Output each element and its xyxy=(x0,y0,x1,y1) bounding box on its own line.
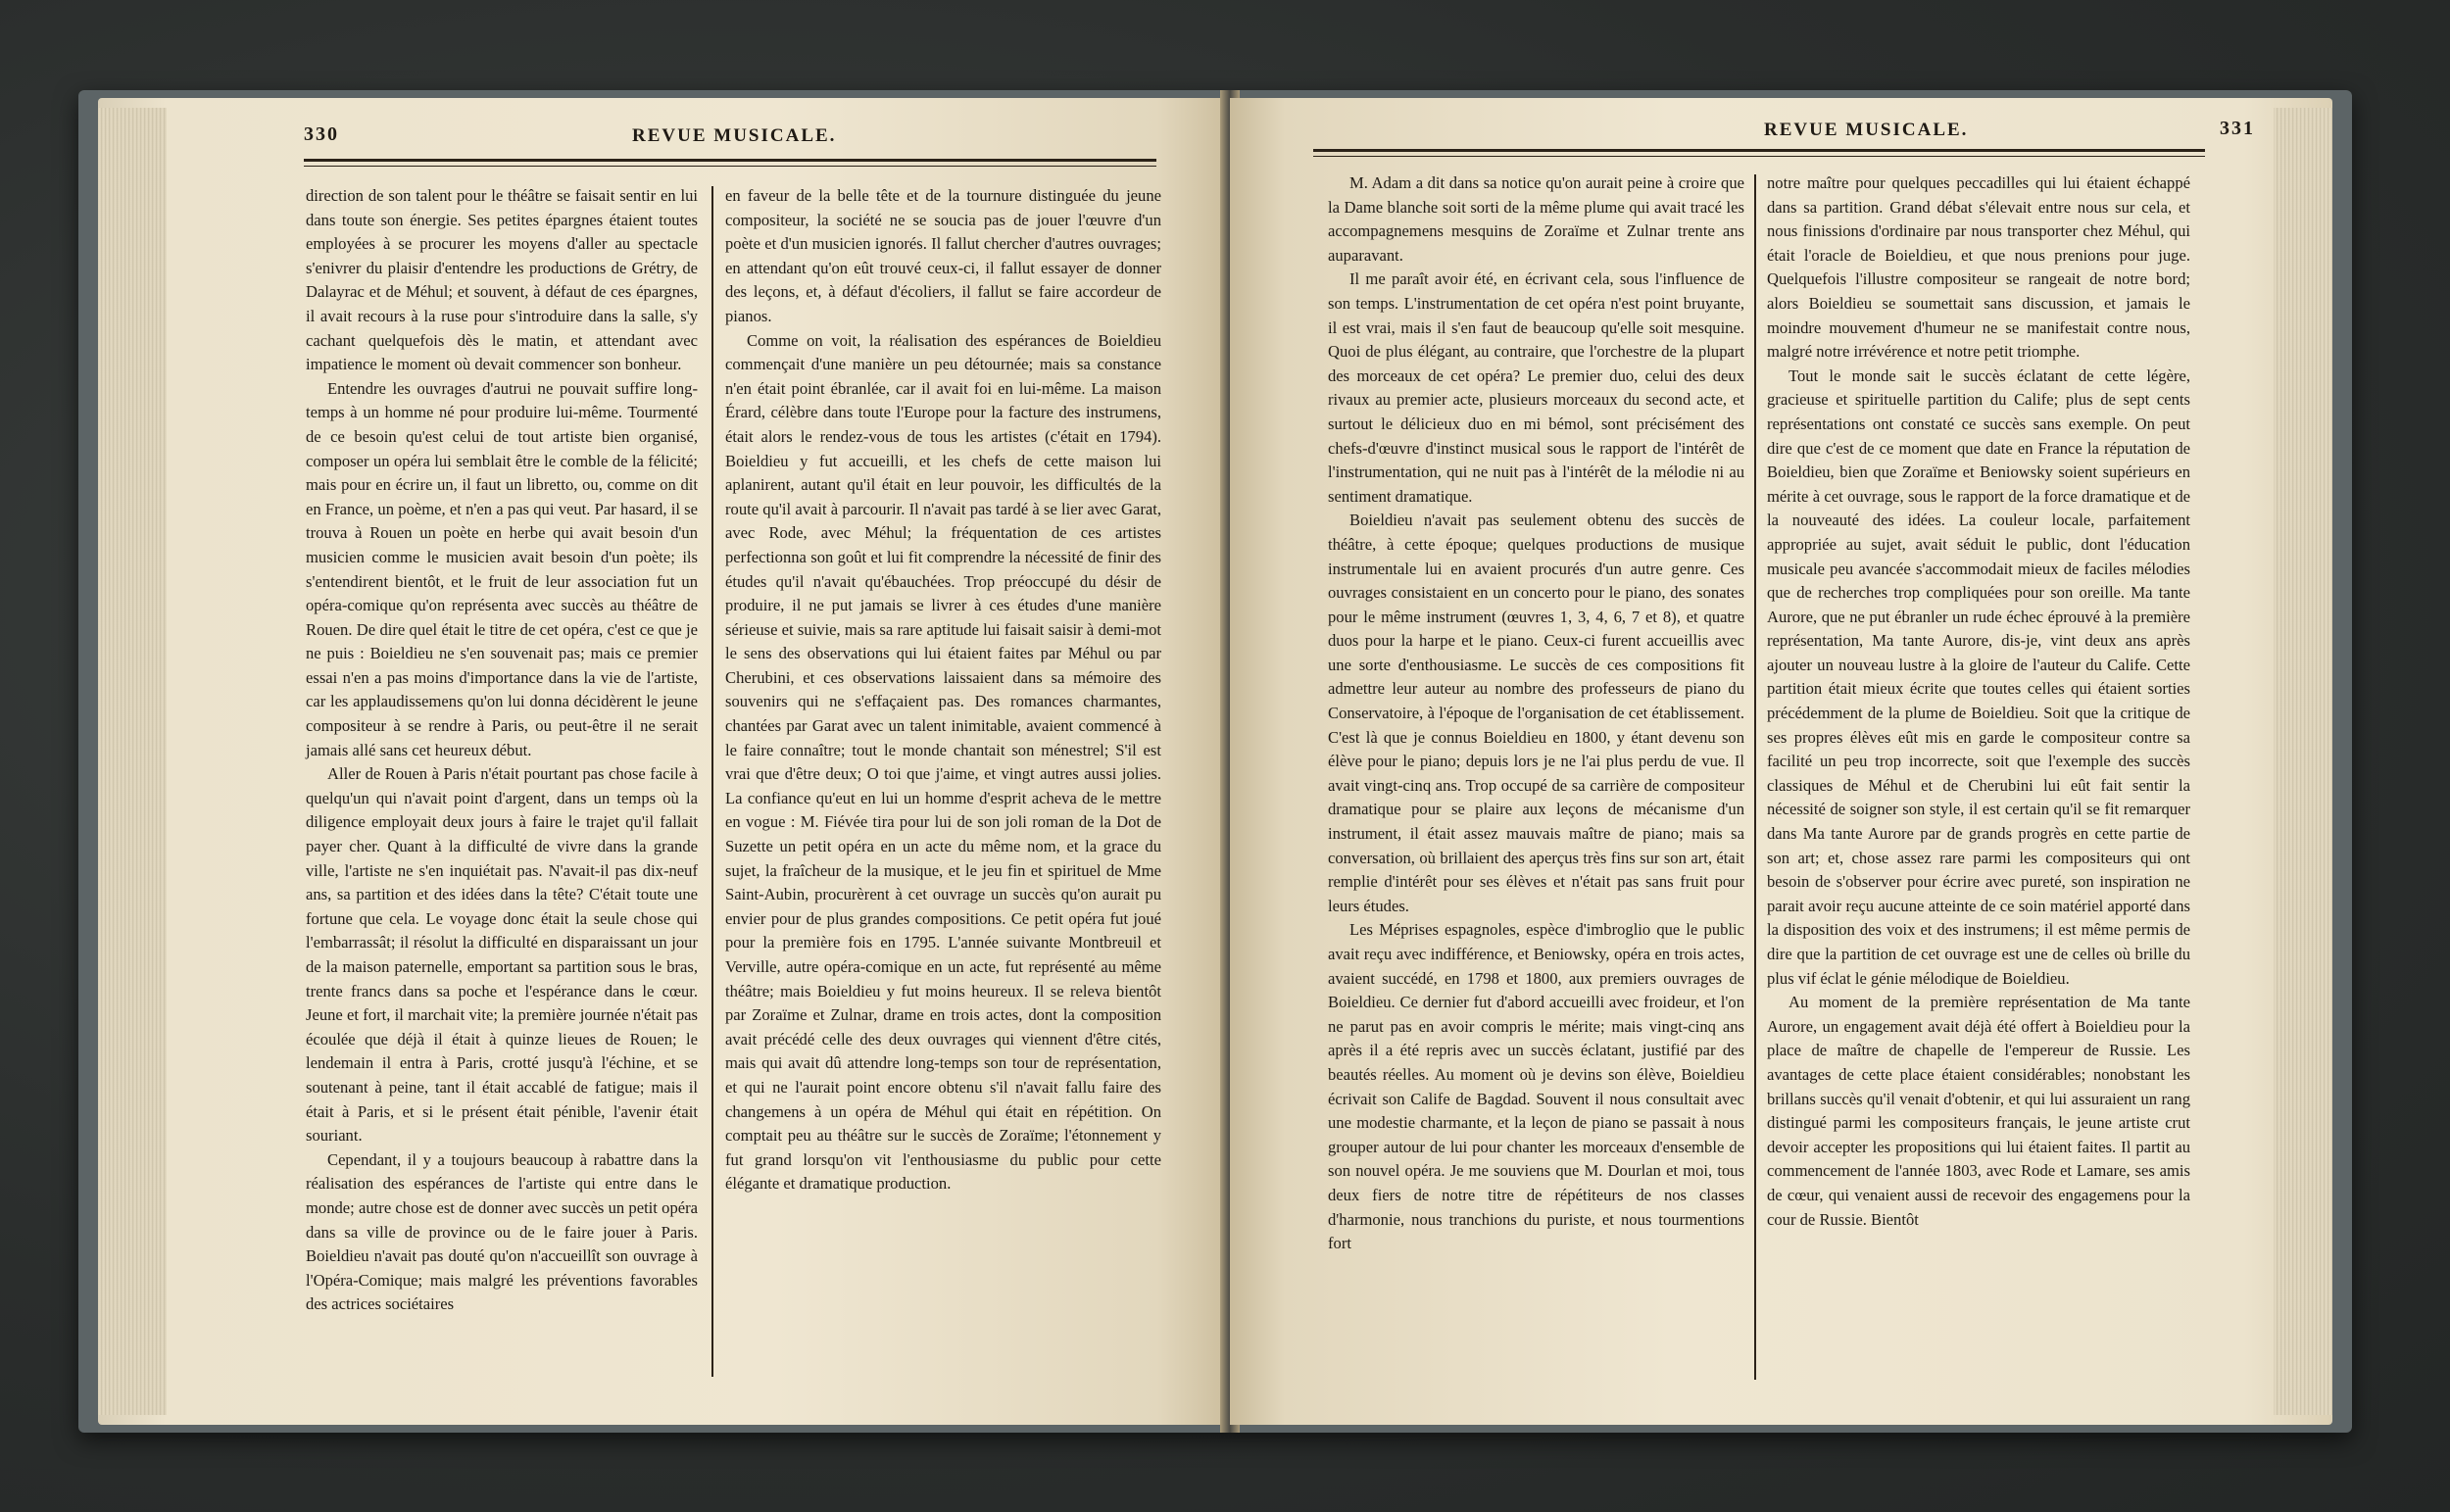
header-rule-right xyxy=(1313,149,2205,157)
paragraph: en faveur de la belle tête et de la tournure distinguée du jeune compositeur, la société ne se soucia pas de jouer l'œuvre d'un poète et d'un musicien ignorés. Il fallut chercher d'autres ouvrages; en attendant qu'on eût trouvé ceux-ci, il fallut essayer de donner des leçons, et, à défaut d'écoliers, il fallut se faire accordeur de pianos. xyxy=(725,186,1161,325)
left-column-1 xyxy=(306,184,698,1317)
right-column-2 xyxy=(1767,171,2190,1232)
paragraph: Au moment de la première représentation de Ma tante Aurore, un engagement avait déjà été offert à Boieldieu pour la place de maître de chapelle de l'empereur de Russie. Les avantages de cette place étaient considérables; nonobstant les brillans succès qu'il venait d'obtenir, et qui lui assuraient un rang distingué parmi les compositeurs français, le jeune artiste crut devoir accepter les propositions qui lui étaient faites. Il partit au commencement de l'année 1803, avec Rode et Lamare, ses amis de cœur, qui venaient aussi de recevoir des engagemens pour la cour de Russie. Bientôt xyxy=(1767,993,2190,1229)
paragraph: M. Adam a dit dans sa notice qu'on aurait peine à croire que la Dame blanche soit sorti de la même plume qui avait tracé les accompagnemens mesquins de Zoraïme et Zulnar trente ans auparavant. xyxy=(1328,173,1744,265)
column-divider-left xyxy=(711,186,713,1377)
header-rule-left xyxy=(304,159,1156,167)
paragraph: direction de son talent pour le théâtre se faisait sentir en lui dans toute son énergie. Ses petites épargnes étaient toutes employées à se procurer les moyens d'aller au spectacle s'enivrer du plaisir d'entendre les productions de Grétry, de Dalayrac et de Méhul; et souvent, à défaut de ces épargnes, il avait recours à la ruse pour s'introduire dans la salle, s'y cachant quelquefois dès le matin, et attendant avec impatience le moment où devait commencer son bonheur. xyxy=(306,186,698,374)
paragraph: Aller de Rouen à Paris n'était pourtant pas chose facile à quelqu'un qui n'avait point d'argent, dans un temps où la diligence employait deux jours à faire le trajet qu'il fallait payer cher. Quant à la difficulté de vivre dans la grande ville, l'artiste ne s'en inquiétait pas. N'avait-il pas dix-neuf ans, sa partition et des idées dans la tête? C'était toute une fortune que cela. Le voyage donc était la seule chose qui l'embarrassât; il résolut la difficulté en disparaissant un jour de la maison paternelle, emportant sa partition sous le bras, trente francs dans sa poche et l'espérance dans le cœur. Jeune et fort, il marchait vite; la première journée n'était pas écoulée que déjà il était à quinze lieues de Rouen; le lendemain il entra à Paris, crotté jusqu'à l'échine, et se soutenant à peine, tant il était accablé de fatigue; mais il était à Paris, et si le présent était pénible, l'avenir était souriant. xyxy=(306,764,698,1146)
paragraph: Boieldieu n'avait pas seulement obtenu des succès de théâtre, à cette époque; quelques productions de musique instrumentale lui en avaient procurés d'un autre genre. Ces ouvrages consistaient en un concerto pour le piano, des sonates pour le même instrument (œuvres 1, 3, 4, 6, 7 et 8), et quatre duos pour la harpe et le piano. Ceux-ci furent accueillis avec une sorte d'enthousiasme. Le succès de ces compositions fit admettre leur auteur au nombre des professeurs de piano du Conservatoire, à l'époque de l'organisation de cet établissement. C'est là que je connus Boieldieu en 1800, y étant devenu son élève pour le piano; depuis lors je ne l'ai plus perdu de vue. Il avait vingt-cinq ans. Trop occupé de sa carrière de compositeur dramatique pour se plaire aux leçons de mécanisme d'un instrument, il était assez mauvais maître de piano; mais sa conversation, où brillaient des aperçus très fins sur son art, était remplie d'intérêt pour ses élèves et n'était pas sans fruit pour leurs études. xyxy=(1328,511,1744,915)
paragraph: Tout le monde sait le succès éclatant de cette légère, gracieuse et spirituelle partition du Calife; plus de sept cents représentations ont constaté ce succès sans exemple. On peut dire que c'est de ce moment que date en France la réputation de Boieldieu, bien que Zoraïme et Beniowsky soient supérieurs en mérite à cet ouvrage, sous le rapport de la force dramatique et de la nouveauté des idées. La couleur locale, parfaitement appropriée au sujet, avait séduit le public, dont l'éducation musicale peu avancée s'accommodait mieux de faciles mélodies que de recherches trop compliquées pour son oreille. Ma tante Aurore, que ne put ébranler un rude échec éprouvé à la première représentation, Ma tante Aurore, dis-je, vint deux ans après ajouter un nouveau lustre à la gloire de l'auteur du Calife. Cette partition était mieux écrite que toutes celles qui étaient sorties précédemment de la plume de Boieldieu. Soit que la critique de ses propres élèves eût mis en garde le compositeur contre sa facilité un peu trop incorrecte, soit que l'exemple des succès classiques de Méhul et de Cherubini lui eût fait sentir la nécessité de soigner son style, il est certain qu'il se fit remarquer dans Ma tante Aurore par de grands progrès en cette partie de son art; et, chose assez rare parmi les compositeurs qui ont besoin de s'observer pour écrire avec pureté, son inspiration ne parait avoir reçu aucune atteinte de ce soin matériel apporté dans la disposition des voix et des instrumens; il est même permis de dire que la partition de cet ouvrage est une de celles où brille du plus vif éclat le génie mélodique de Boieldieu. xyxy=(1767,366,2190,988)
paragraph: Cependant, il y a toujours beaucoup à rabattre dans la réalisation des espérances de l'artiste qui entre dans le monde; autre chose est de donner avec succès un petit opéra dans sa ville de province ou de le faire jouer à Paris. Boieldieu n'avait pas douté qu'on n'accueillît son ouvrage à l'Opéra-Comique; mais malgré les préventions favorables des actrices sociétaires xyxy=(306,1149,698,1314)
paragraph: Comme on voit, la réalisation des espérances de Boieldieu commençait d'une manière un peu détournée; mais sa constance n'en était point ébranlée, car il avait foi en lui-même. La maison Érard, célèbre dans toute l'Europe pour la facture des instrumens, était alors le rendez-vous de tous les artistes (c'était en 1794). Boieldieu y fut accueilli, et les chefs de cette maison lui aplanirent, autant qu'il était en leur pouvoir, les difficultés de la route qu'il avait à parcourir. Il n'avait pas tardé à se lier avec Garat, avec Rode, avec Méhul; la fréquentation de ces artistes perfectionna son goût et lui fit comprendre la nécessité de finir des études qu'il n'avait qu'ébauchées. Trop préoccupé du désir de produire, il ne put jamais se livrer à ces études d'une manière sérieuse et suivie, mais sa rare aptitude lui faisait saisir à demi-mot le sens des observations qui lui étaient faites par Méhul ou par Cherubini, et ces observations laissaient dans sa mémoire des souvenirs qui ne s'effaçaient pas. Des romances charmantes, chantées par Garat avec un talent inimitable, avaient commencé à le faire connaître; tout le monde chantait son ménestrel; S'il est vrai que d'être deux; O toi que j'aime, et vingt autres aussi jolies. La confiance qu'eut en lui un homme d'esprit acheva de le mettre en vogue : M. Fiévée tira pour lui de son joli roman de la Dot de Suzette un petit opéra en un acte du même nom, et la grace du sujet, la fraîcheur de la musique, et le jeu fin et spirituel de Mme Saint-Aubin, procurèrent à cet ouvrage un succès qu'on aurait pu envier pour de plus grandes compositions. Ce petit opéra fut joué pour la première fois en 1795. L'année suivante Montbreuil et Verville, autre opéra-comique en un acte, fut représenté au même théâtre; mais Boieldieu y fut moins heureux. Il se releva bientôt par Zoraïme et Zulnar, drame en trois actes, dont la composition avait précédé celle des deux ouvrages qui viennent d'être cités, mais qui avait dû attendre long-temps son tour de représentation, et qui ne l'aurait point encore obtenu s'il n'avait fallu faire des changemens à un opéra de Méhul qui était en répétition. On comptait peu au théâtre sur le succès de Zoraïme; l'étonnement y fut grand lorsqu'on vit l'enthousiasme du public pour cette élégante et dramatique production. xyxy=(725,330,1161,1194)
paragraph: Les Méprises espagnoles, espèce d'imbroglio que le public avait reçu avec indifférence, et Beniowsky, opéra en trois actes, avaient succédé, en 1798 et 1800, aux premiers ouvrages de Boieldieu. Ce dernier fut d'abord accueilli avec froideur, et l'on ne parut pas en avoir compris le mérite; mais vingt-cinq ans après il a été repris avec un succès éclatant, justifié par des beautés réelles. Au moment où je devins son élève, Boieldieu écrivait son Calife de Bagdad. Souvent il nous consultait avec une modestie charmante, et la leçon de piano se passait à nous grouper autour de lui pour chanter les morceaux d'ensemble de son nouvel opéra. Je me souviens que M. Dourlan et moi, tous deux fiers de notre titre de répétiteurs de nos classes d'harmonie, nous tranchions du puriste, et nous tourmentions fort xyxy=(1328,920,1744,1253)
right-page xyxy=(1230,98,2332,1425)
page-number-right: 331 xyxy=(2220,118,2255,139)
paragraph: notre maître pour quelques peccadilles qui lui étaient échappé dans sa partition. Grand débat s'élevait entre nous sur cela, et nous finissions d'ordinaire par nous transporter chez Méhul, qui était l'oracle de Boieldieu, et que nous prenions pour juge. Quelquefois l'illustre compositeur se rangeait de notre bord; alors Boieldieu se soumettait sans discussion, et jamais le moindre mouvement d'humeur ne se manifestait contre nous, malgré notre irrévérence et notre petit triomphe. xyxy=(1767,173,2190,362)
left-column-2 xyxy=(725,184,1161,1196)
paragraph: Entendre les ouvrages d'autrui ne pouvait suffire long-temps à un homme né pour produire lui-même. Tourmenté de ce besoin qu'est celui de tout artiste bien organisé, composer un opéra lui semblait être le comble de la félicité; mais pour en écrire un, il faut un libretto, ou, comme on dit en France, un poème, et n'en a pas qui veut. Par hasard, il se trouva à Rouen un poète en herbe qui avait besoin d'un musicien comme le musicien avait besoin d'un poète; ils s'entendirent bientôt, et le fruit de leur association fut un opéra-comique qu'on représenta avec succès au théâtre de Rouen. De dire quel était le titre de cet opéra, c'est ce que je ne puis : Boieldieu ne s'en souvenait pas; mais ce premier essai n'en a pas moins d'importance dans la vie de l'artiste, car les applaudissemens qu'on lui donna décidèrent le jeune compositeur à se rendre à Paris, ou peut-être il ne serait jamais allé sans cet heureux début. xyxy=(306,378,698,759)
left-page xyxy=(98,98,1225,1425)
page-edges-left xyxy=(98,108,167,1415)
right-column-1 xyxy=(1328,171,1744,1256)
running-title-left: REVUE MUSICALE. xyxy=(632,125,837,146)
left-page-header xyxy=(98,120,1225,159)
page-number-left: 330 xyxy=(304,123,339,145)
open-book xyxy=(78,90,2352,1433)
paragraph: Il me paraît avoir été, en écrivant cela, sous l'influence de son temps. L'instrumentation de cet opéra n'est point bruyante, il est vrai, mais il s'en faut de beaucoup qu'elle soit mesquine. Quoi de plus élégant, au contraire, que l'orchestre de la plupart des morceaux de cet opéra? Le premier duo, celui des deux rivaux au premier acte, plusieurs morceaux du second acte, et surtout le délicieux duo en mi bémol, sont précisément des chefs-d'œuvre d'instinct musical sous le rapport de l'intérêt de l'instrumentation, qui ne nuit pas à l'intérêt de la mélodie ni au sentiment dramatique. xyxy=(1328,269,1744,506)
column-divider-right xyxy=(1754,174,1756,1380)
page-edges-right xyxy=(2274,108,2332,1415)
running-title-right: REVUE MUSICALE. xyxy=(1764,120,1969,140)
